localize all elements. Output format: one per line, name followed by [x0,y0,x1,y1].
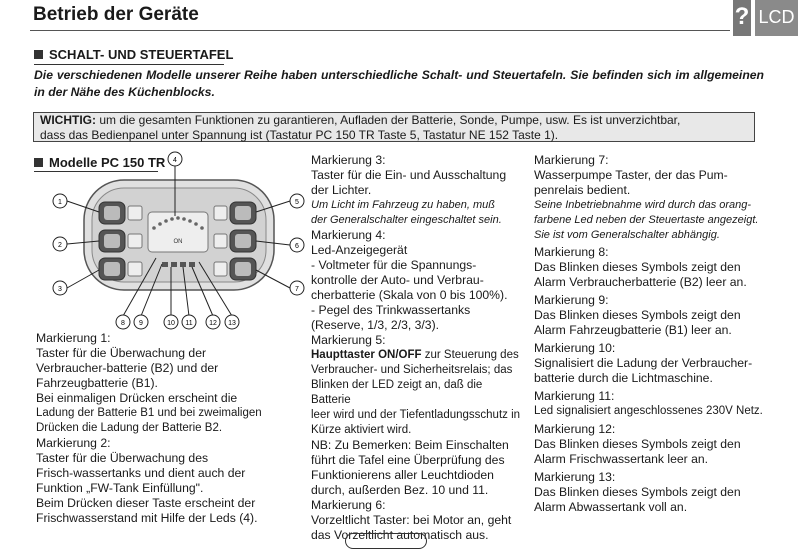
help-badge: ? [733,0,751,36]
m5-line: Funktionierens aller Leuchtdioden [311,468,494,482]
column-2 [311,153,521,543]
m6-line: das Vorzeltlicht automatisch aus. [311,528,489,542]
m7-line: Wasserpumpe Taster, der das Pum- [534,168,728,182]
m7-note: Seine Inbetriebnahme wird durch das orang- [534,199,752,211]
m4-line: Led-Anzeigegerät [311,243,408,257]
m1-line: Ladung der Batterie B1 und bei zweimaligen [36,407,262,419]
m10-heading: Markierung 10: [534,341,616,355]
m8-heading: Markierung 8: [534,245,609,259]
m13-line: Das Blinken dieses Symbols zeigt den [534,485,741,499]
pump-symbol-icon [214,262,227,276]
m5-text: zur Steuerung des [421,349,519,361]
m1-line: Taster für die Überwachung der [36,346,207,360]
m9-heading: Markierung 9: [534,293,609,307]
header-rule [30,30,730,31]
m12-line: Alarm Frischwassertank leer an. [534,452,709,466]
m7-heading: Markierung 7: [534,153,609,167]
m5-line: NB: Zu Bemerken: Beim Einschalten [311,438,509,452]
m2-heading: Markierung 2: [36,436,111,450]
button-6-face [235,234,251,248]
m7-line: penrelais bedient. [534,183,631,197]
m1-line: Bei einmaligen Drücken erscheint die [36,391,238,405]
m5-line: Blinken der LED zeigt an, daß die Batterie [311,379,483,406]
m5-heading: Markierung 5: [311,333,386,347]
warning-label: WICHTIG: [40,113,96,127]
battery-symbol-icon [128,206,142,220]
m3-note: Um Licht im Fahrzeug zu haben, muß [311,199,496,211]
m6-line: Vorzeltlicht Taster: bei Motor an, geht [311,513,512,527]
m5-bold: Haupttaster ON/OFF [311,349,422,361]
callout-3: 3 [58,286,62,293]
button-5-face [235,206,251,220]
m3-line: der Lichter. [311,183,372,197]
m4-line: - Pegel des Trinkwassertanks [311,303,471,317]
m4-line: - Voltmeter für die Spannungs- [311,258,477,272]
model-title: Modelle PC 150 TR [49,155,166,170]
control-panel-diagram [44,150,309,332]
callout-6: 6 [295,243,299,250]
m2-line: Funktion „FW-Tank Einfüllung". [36,481,204,495]
section-title: SCHALT- UND STEUERTAFEL [49,47,234,62]
m5-line: führt die Tafel eine Überprüfung des [311,453,505,467]
m3-heading: Markierung 3: [311,153,386,167]
m1-line: Fahrzeugbatterie (B1). [36,376,158,390]
m4-line: (Reserve, 1/3, 2/3, 3/3). [311,318,440,332]
m1-line: Drücken die Ladung der Batterie B2. [36,422,223,434]
m5-line: durch, außerden Bez. 10 und 11. [311,483,489,497]
m4-heading: Markierung 4: [311,228,386,242]
m7-note: Sie ist vom Generalschalter abhängig. [534,229,720,241]
warning-text-1: um die gesamten Funktionen zu garantieren, Aufladen der Batterie, Sonde, Pumpe, usw. Es ist unverzichtbar, [96,113,681,127]
intro-paragraph: Die verschiedenen Modelle unserer Reihe haben unterschiedliche Schalt- und Steuertafeln. Sie befinden sich im allgemeinen in der Nähe des Küchenblocks. [34,68,764,99]
m2-line: Beim Drücken dieser Taste erscheint der [36,496,256,510]
callout-4: 4 [173,157,177,164]
m2-line: Frischwasserstand mit Hilfe der Leds (4). [36,511,258,525]
callout-1: 1 [58,199,62,206]
callout-5: 5 [295,199,299,206]
callout-9: 9 [139,320,143,327]
m6-heading: Markierung 6: [311,498,386,512]
m1-heading: Markierung 1: [36,331,111,345]
callout-7: 7 [295,286,299,293]
m5-line [311,348,521,363]
column-3 [534,153,769,515]
m2-line: Taster für die Überwachung des [36,451,209,465]
page-number-tab [345,533,427,549]
m11-heading: Markierung 11: [534,389,615,403]
light-symbol-icon [128,262,142,276]
m2-line: Frisch-wassertanks und dient auch der [36,466,246,480]
awning-light-symbol-icon [214,234,227,248]
m8-line: Das Blinken dieses Symbols zeigt den [534,260,741,274]
display-label: ON [173,239,183,245]
square-bullet-icon [34,158,43,167]
button-2-face [104,234,120,248]
callout-8: 8 [121,320,125,327]
m4-line: cherbatterie (Skala von 0 bis 100%). [311,288,508,302]
callout-10: 10 [167,320,175,327]
m12-line: Das Blinken dieses Symbols zeigt den [534,437,741,451]
column-1 [36,331,266,526]
m8-line: Alarm Verbraucherbatterie (B2) leer an. [534,275,747,289]
m9-line: Das Blinken dieses Symbols zeigt den [534,308,741,322]
warning-box [33,112,755,142]
button-1-face [104,206,120,220]
m10-line: batterie durch die Lichtmaschine. [534,371,713,385]
power-symbol-icon [214,206,227,220]
lcd-badge: LCD [755,0,798,36]
callout-12: 12 [209,320,217,327]
m9-line: Alarm Fahrzeugbatterie (B1) leer an. [534,323,732,337]
m13-line: Alarm Abwassertank voll an. [534,500,688,514]
callout-2: 2 [58,242,62,249]
m7-note: farbene Led neben der Steuertaste angezeigt. [534,214,759,226]
section-heading [34,47,233,62]
button-3-face [104,262,120,276]
m12-heading: Markierung 12: [534,422,616,436]
m4-line: kontrolle der Auto- und Verbrau- [311,273,484,287]
button-7-face [235,262,251,276]
m10-line: Signalisiert die Ladung der Verbraucher- [534,356,753,370]
square-bullet-icon [34,50,43,59]
m3-note: der Generalschalter eingeschaltet sein. [311,214,502,226]
water-tank-symbol-icon [128,234,142,248]
warning-line-2: dass das Bedienpanel unter Spannung ist (Tastatur PC 150 TR Taste 5, Tastatur NE 152 Taste 1). [40,128,559,142]
m5-line: Kürze aktiviert wird. [311,424,412,436]
callout-13: 13 [228,320,236,327]
m11-line: Led signalisiert angeschlossenes 230V Netz. [534,405,763,417]
m1-line: Verbraucher-batterie (B2) und der [36,361,219,375]
section-rule [34,64,224,65]
m5-line: Verbraucher- und Sicherheitsrelais; das [311,364,513,376]
m5-line: leer wird und der Tiefentladungsschutz in [311,409,521,421]
m3-line: Taster für die Ein- und Ausschaltung [311,168,507,182]
page-title: Betrieb der Geräte [33,4,199,25]
callout-11: 11 [185,320,193,327]
warning-line-1 [40,113,748,128]
m13-heading: Markierung 13: [534,470,616,484]
